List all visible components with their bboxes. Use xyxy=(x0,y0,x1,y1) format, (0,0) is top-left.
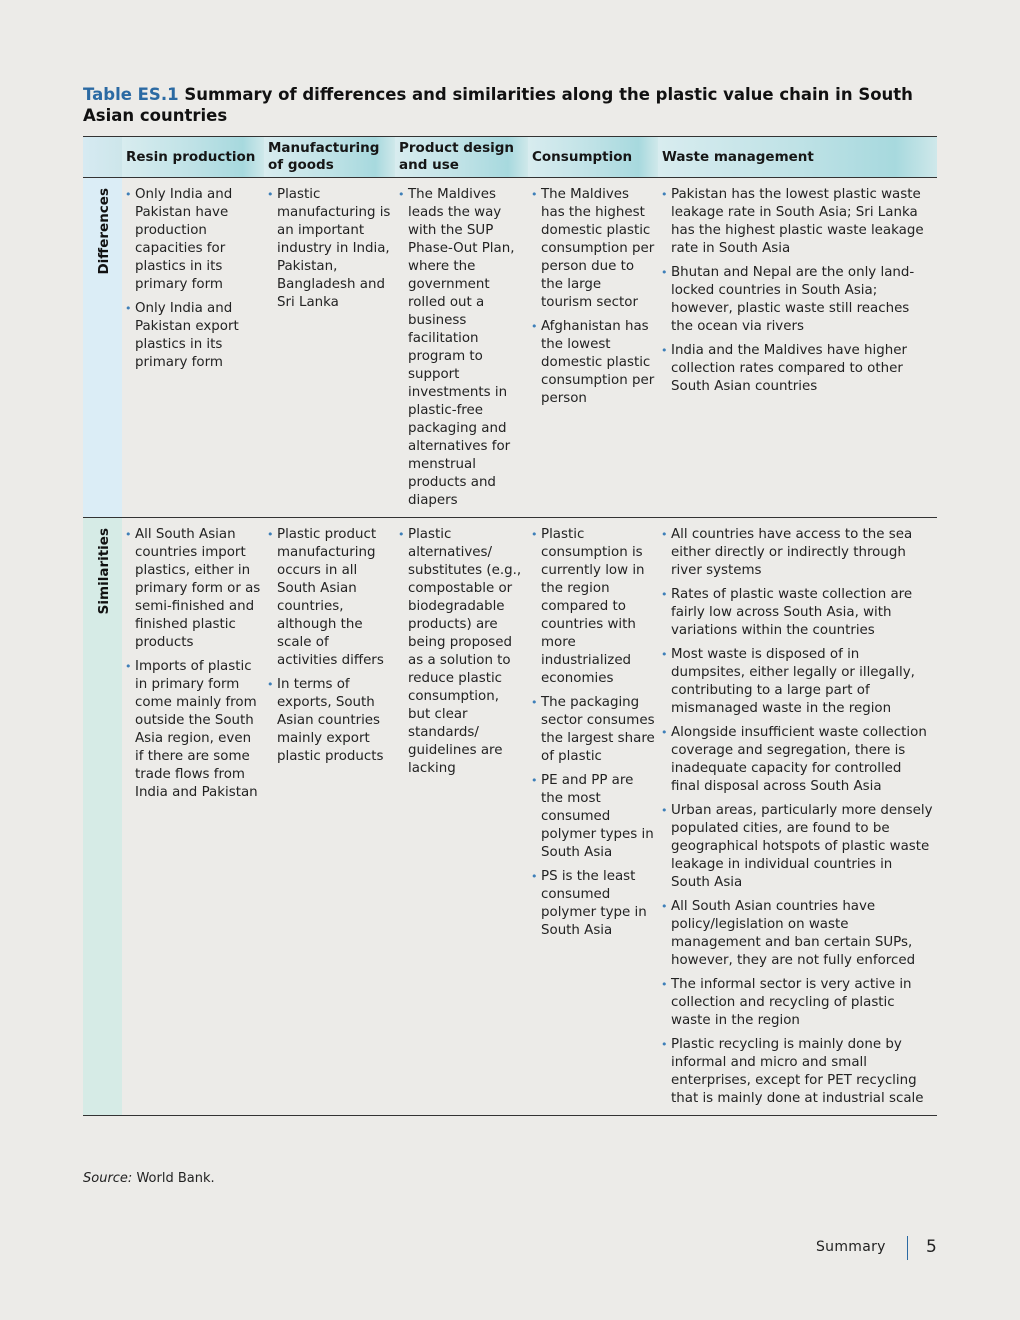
bullet-list xyxy=(398,186,525,510)
list-item: • PS is the least consumed polymer type in South Asia xyxy=(531,868,655,940)
list-item: • Plastic manufacturing is an important industry in India, Pakistan, Bangladesh and Sri Lanka xyxy=(267,186,392,312)
cell-resin xyxy=(122,178,264,518)
page-number: 5 xyxy=(926,1237,937,1257)
list-item: • India and the Maldives have higher collection rates compared to other South Asian countries xyxy=(661,342,934,396)
list-item: • Pakistan has the lowest plastic waste leakage rate in South Asia; Sri Lanka has the highest plastic waste leakage rate in South Asia xyxy=(661,186,934,258)
bullet-list xyxy=(661,526,934,1108)
cell-product-design xyxy=(395,178,528,518)
bullet-list xyxy=(531,526,655,940)
list-item: • Alongside insufficient waste collection coverage and segregation, there is inadequate capacity for controlled final disposal across South Asia xyxy=(661,724,934,796)
header-row xyxy=(83,137,937,178)
list-item: • Plastic recycling is mainly done by informal and micro and small enterprises, except for PET recycling that is mainly done at industrial scale xyxy=(661,1036,934,1108)
list-item: • Only India and Pakistan have production capacities for plastics in its primary form xyxy=(125,186,261,294)
differences-row xyxy=(83,178,937,518)
table-label: Table ES.1 xyxy=(83,85,179,104)
bullet-list xyxy=(398,526,525,778)
bullet-list xyxy=(267,526,392,766)
cell-product-design xyxy=(395,518,528,1116)
table-title: Summary of differences and similarities along the plastic value chain in South Asian countries xyxy=(83,85,913,125)
similarities-label: Similarities xyxy=(96,528,112,615)
bullet-list xyxy=(531,186,655,408)
source-note xyxy=(83,1171,215,1186)
list-item: • Plastic alternatives/ substitutes (e.g., compostable or biodegradable products) are being proposed as a solution to reduce plastic consumption, but clear standards/ guidelines are lacking xyxy=(398,526,525,778)
header-manufacturing: Manufacturing of goods xyxy=(264,137,395,178)
header-consumption: Consumption xyxy=(528,137,658,178)
list-item: • Imports of plastic in primary form come mainly from outside the South Asia region, even if there are some trade flows from India and Pakistan xyxy=(125,658,261,802)
list-item: • The Maldives has the highest domestic plastic consumption per person due to the large tourism sector xyxy=(531,186,655,312)
header-corner xyxy=(83,137,122,178)
list-item: • Rates of plastic waste collection are fairly low across South Asia, with variations within the countries xyxy=(661,586,934,640)
cell-manufacturing xyxy=(264,178,395,518)
header-waste-management: Waste management xyxy=(658,137,937,178)
list-item: • In terms of exports, South Asian countries mainly export plastic products xyxy=(267,676,392,766)
list-item: • The Maldives leads the way with the SUP Phase-Out Plan, where the government rolled out a business facilitation program to support investments in plastic-free packaging and alternatives for menstrual products and diapers xyxy=(398,186,525,510)
bullet-list xyxy=(125,526,261,802)
list-item: • Plastic consumption is currently low in the region compared to countries with more industrialized economies xyxy=(531,526,655,688)
list-item: • Most waste is disposed of in dumpsites, either legally or illegally, contributing to a large part of mismanaged waste in the region xyxy=(661,646,934,718)
bullet-list xyxy=(661,186,934,396)
row-label-cell xyxy=(83,518,122,1116)
cell-waste xyxy=(658,178,937,518)
header-resin-production: Resin production xyxy=(122,137,264,178)
cell-manufacturing xyxy=(264,518,395,1116)
list-item: • All countries have access to the sea either directly or indirectly through river systems xyxy=(661,526,934,580)
list-item: • Plastic product manufacturing occurs in all South Asian countries, although the scale of activities differs xyxy=(267,526,392,670)
value-chain-table xyxy=(83,136,937,1116)
table-caption xyxy=(83,84,923,126)
list-item: • All South Asian countries have policy/legislation on waste management and ban certain SUPs, however, they are not fully enforced xyxy=(661,898,934,970)
list-item: • Urban areas, particularly more densely populated cities, are found to be geographical hotspots of plastic waste leakage in individual countries in South Asia xyxy=(661,802,934,892)
source-label: Source: xyxy=(83,1171,133,1186)
cell-waste xyxy=(658,518,937,1116)
list-item: • The informal sector is very active in collection and recycling of plastic waste in the region xyxy=(661,976,934,1030)
cell-resin xyxy=(122,518,264,1116)
list-item: • All South Asian countries import plastics, either in primary form or as semi-finished and finished plastic products xyxy=(125,526,261,652)
similarities-row xyxy=(83,518,937,1116)
bullet-list xyxy=(125,186,261,372)
header-product-design: Product design and use xyxy=(395,137,528,178)
source-text: World Bank. xyxy=(132,1171,215,1186)
footer-divider xyxy=(907,1236,908,1260)
differences-label: Differences xyxy=(96,188,112,275)
list-item: • Bhutan and Nepal are the only land-locked countries in South Asia; however, plastic waste still reaches the ocean via rivers xyxy=(661,264,934,336)
cell-consumption xyxy=(528,178,658,518)
bullet-list xyxy=(267,186,392,312)
row-label-cell xyxy=(83,178,122,518)
list-item: • Only India and Pakistan export plastics in its primary form xyxy=(125,300,261,372)
list-item: • Afghanistan has the lowest domestic plastic consumption per person xyxy=(531,318,655,408)
cell-consumption xyxy=(528,518,658,1116)
footer-section: Summary xyxy=(816,1239,886,1255)
list-item: • The packaging sector consumes the largest share of plastic xyxy=(531,694,655,766)
list-item: • PE and PP are the most consumed polymer types in South Asia xyxy=(531,772,655,862)
